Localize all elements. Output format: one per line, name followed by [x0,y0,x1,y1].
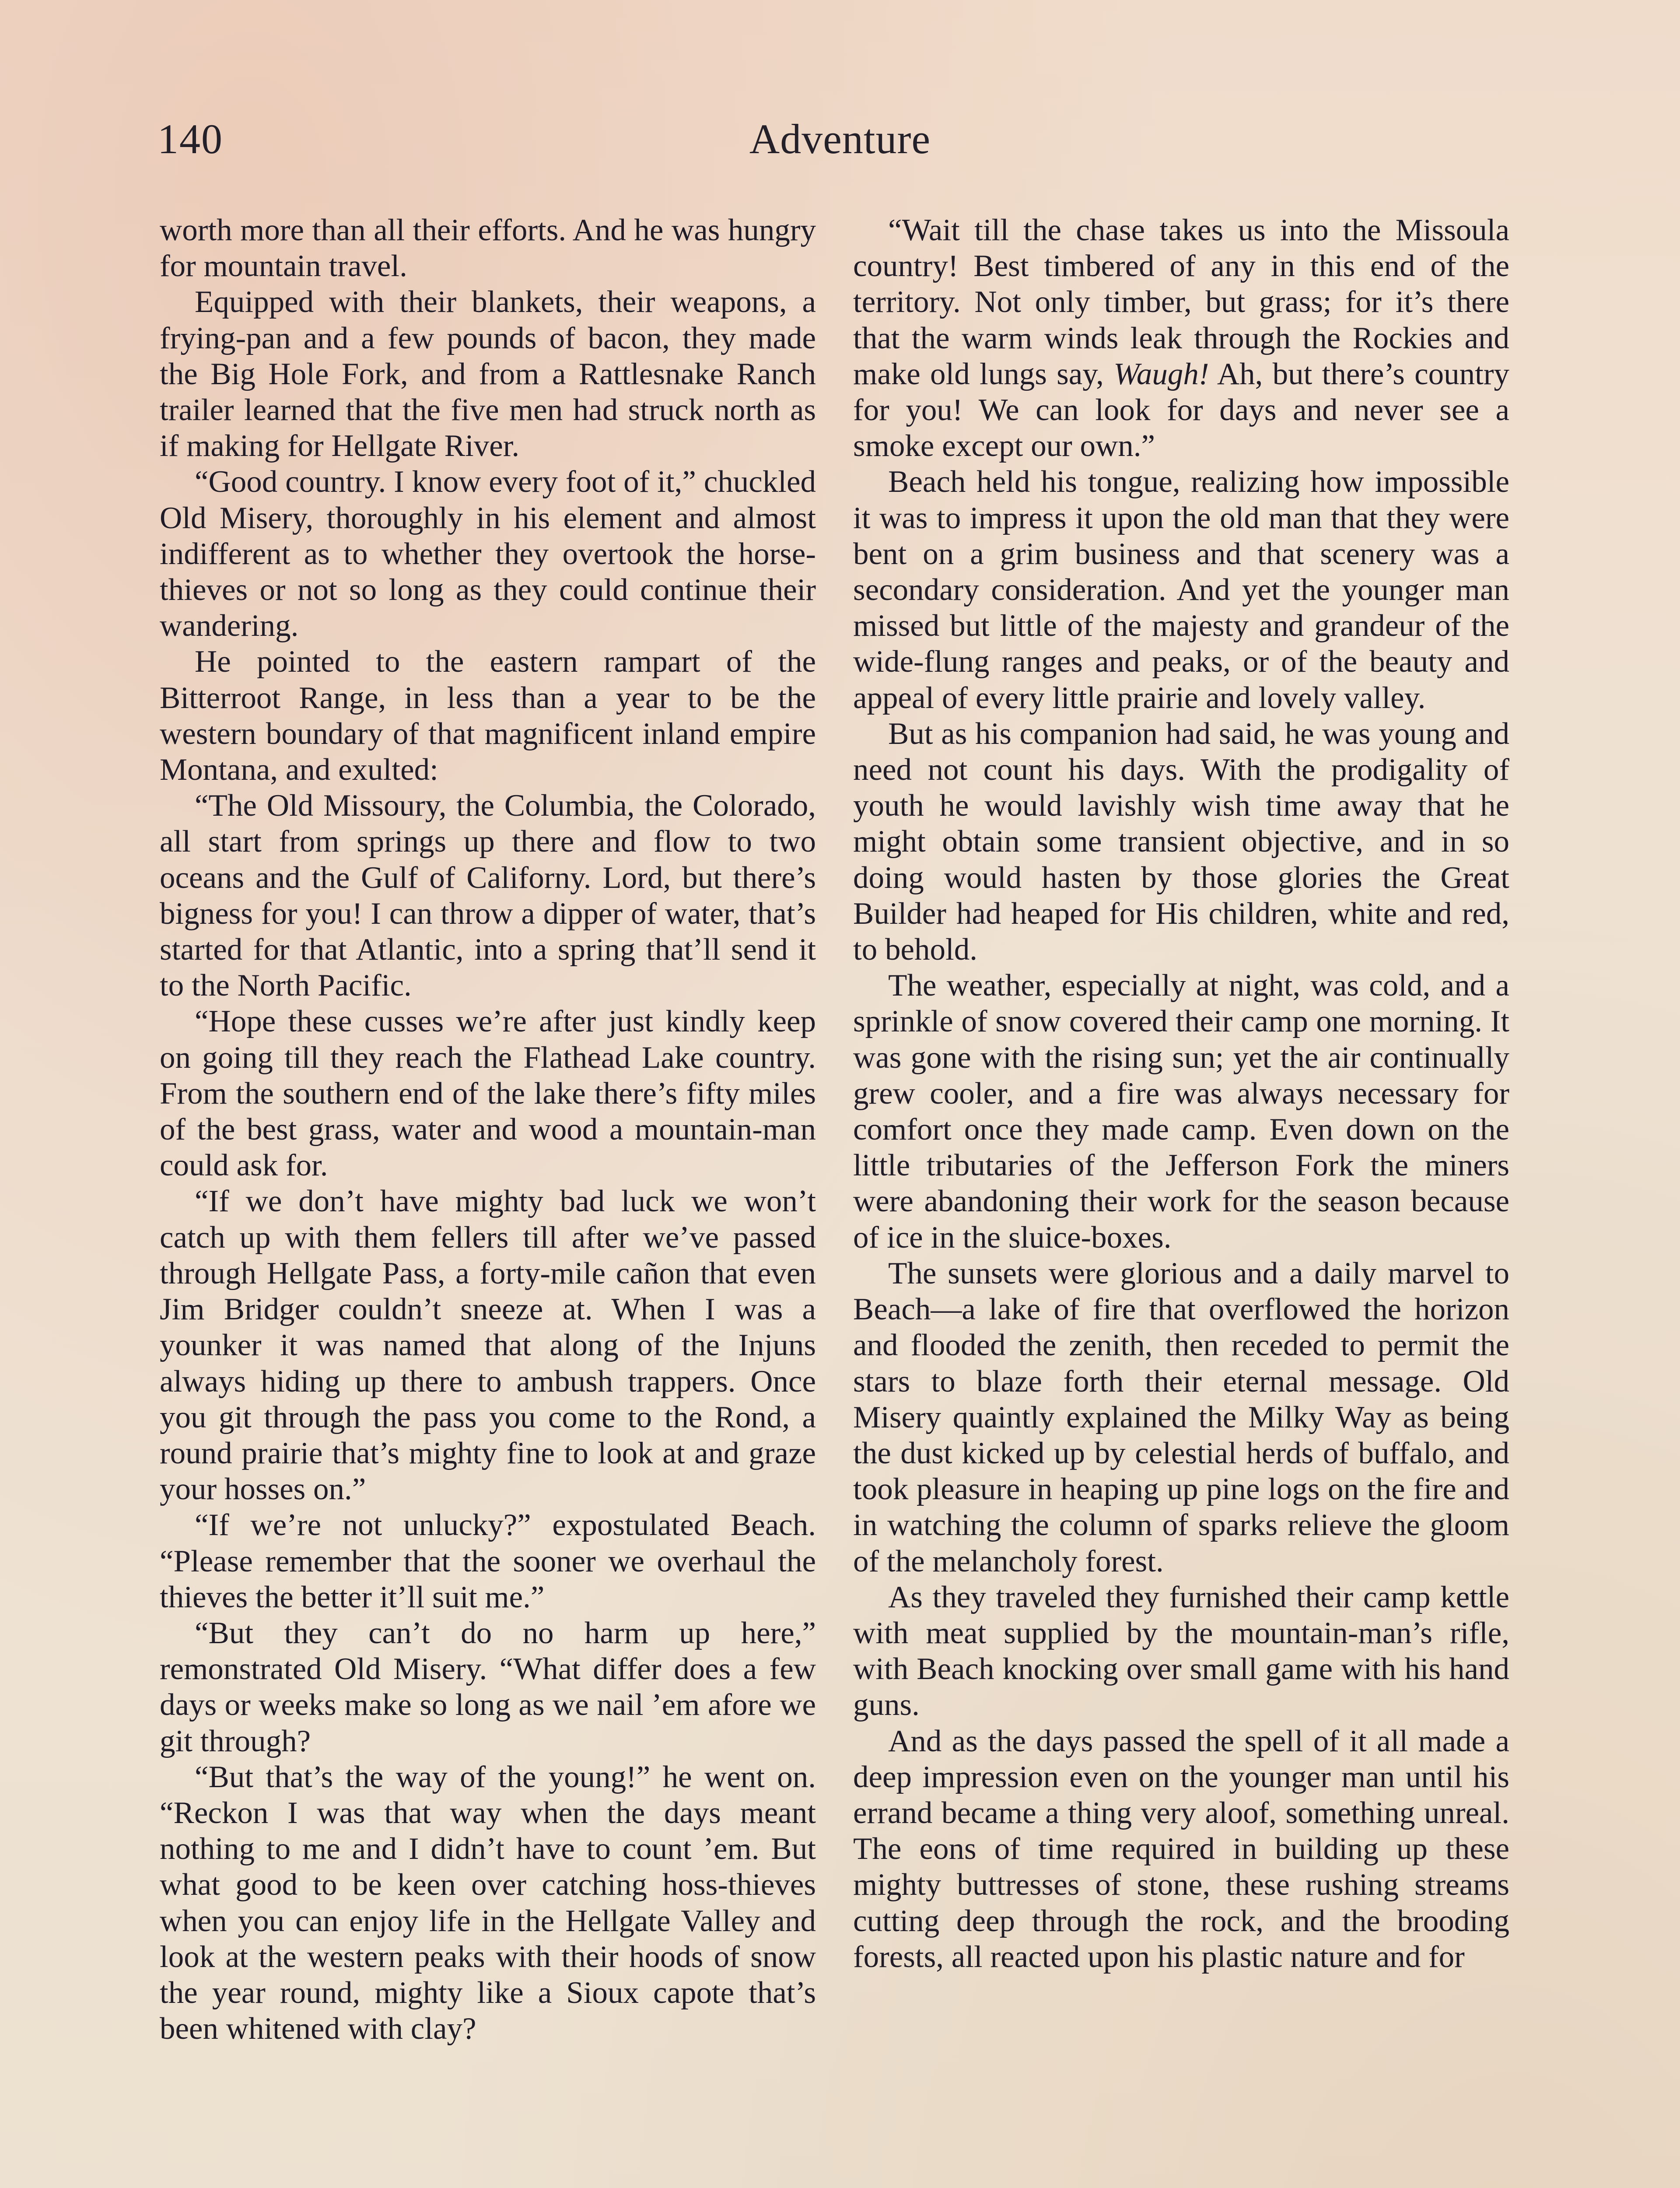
paragraph-text: Ah, but there’s country for you! We can look for days and never see a smoke except our own.” [853,357,1510,463]
paragraph: “But that’s the way of the young!” he went on. “Reckon I was that way when the days meant nothing to me and I didn’t have to count ’em. But what good to be keen over catching hoss-thieves when you can enjoy life in the Hellgate Valley and look at the western peaks with their hoods of snow the year round, mighty like a Sioux capote that’s been whitened with clay? [160,1760,816,2046]
paragraph: The sunsets were glorious and a daily marvel to Beach—a lake of fire that overflowed the horizon and flooded the zenith, then receded to permit the stars to blaze forth their eternal message. Old Misery quaintly explained the Milky Way as being the dust kicked up by celestial herds of buffalo, and took pleasure in heaping up pine logs on the fire and in watching the column of sparks relieve the gloom of the melancholy forest. [853,1256,1509,1578]
paragraph: “Good country. I know every foot of it,” chuckled Old Misery, thoroughly in his element and almost indifferent as to whether they overtook the horse-thieves or not so long as they could continue their wandering. [160,465,816,643]
paragraph: The weather, especially at night, was cold, and a sprinkle of snow covered their camp one morning. It was gone with the rising sun; yet the air continually grew cooler, and a fire was always necessary for comfort once they made camp. Even down on the little tributaries of the Jefferson Fork the miners were abandoning their work for the season because of ice in the sluice-boxes. [853,968,1509,1255]
paragraph-text: “Wait till the chase takes us into the Missoula country! Best timbered of any in this end of the territory. Not only timber, but grass; for it’s there that the warm winds leak through the Rockies and make old lungs say, [853,213,1509,391]
right-column [853,212,1509,1975]
paragraph: “If we don’t have mighty bad luck we won’t catch up with them fellers till after we’ve passed through Hellgate Pass, a forty-mile cañon that even Jim Bridger couldn’t sneeze at. When I was a younker it was named that along of the Injuns always hiding up there to ambush trappers. Once you git through the pass you come to the Rond, a round prairie that’s mighty fine to look at and graze your hosses on.” [160,1184,816,1507]
paragraph: Equipped with their blankets, their weapons, a frying-pan and a few pounds of bacon, they made the Big Hole Fork, and from a Rattlesnake Ranch trailer learned that the five men had struck north as if making for Hellgate River. [160,285,816,463]
paragraph [853,212,1509,464]
paragraph: Beach held his tongue, realizing how impossible it was to impress it upon the old man that they were bent on a grim business and that scenery was a secondary consideration. And yet the younger man missed but little of the majesty and grandeur of the wide-flung ranges and peaks, or of the beauty and appeal of every little prairie and lovely valley. [853,465,1509,715]
left-column [160,212,816,2047]
paragraph: As they traveled they furnished their camp kettle with meat supplied by the mountain-man’s rifle, with Beach knocking over small game with his hand guns. [853,1580,1509,1722]
paragraph: “If we’re not unlucky?” expostulated Beach. “Please remember that the sooner we overhaul the thieves the better it’ll suit me.” [160,1508,816,1614]
page-number: 140 [158,116,223,162]
italic-exclamation: Waugh! [1113,357,1209,391]
paragraph: “But they can’t do no harm up here,” remonstrated Old Misery. “What differ does a few days or weeks make so long as we nail ’em afore we git through? [160,1616,816,1758]
running-title: Adventure [749,116,931,162]
paragraph: worth more than all their efforts. And he was hungry for mountain travel. [160,213,816,284]
paragraph: He pointed to the eastern rampart of the Bitterroot Range, in less than a year to be the western boundary of that magnificent inland empire Montana, and exulted: [160,645,816,787]
paragraph: “The Old Missoury, the Columbia, the Colorado, all start from springs up there and flow to two oceans and the Gulf of Californy. Lord, but there’s bigness for you! I can throw a dipper of water, that’s started for that Atlantic, into a spring that’ll send it to the North Pacific. [160,789,816,1003]
paragraph: But as his companion had said, he was young and need not count his days. With the prodigality of youth he would lavishly wish time away that he might obtain some transient objective, and in so doing would hasten by those glories the Great Builder had heaped for His children, white and red, to behold. [853,716,1509,967]
paragraph: And as the days passed the spell of it all made a deep impression even on the younger man until his errand became a thing very aloof, something unreal. The eons of time required in building up these mighty buttresses of stone, these rushing streams cutting deep through the rock, and the brooding forests, all reacted upon his plastic nature and for [853,1724,1509,1974]
paragraph: “Hope these cusses we’re after just kindly keep on going till they reach the Flathead Lake country. From the southern end of the lake there’s fifty miles of the best grass, water and wood a mountain-man could ask for. [160,1004,816,1183]
